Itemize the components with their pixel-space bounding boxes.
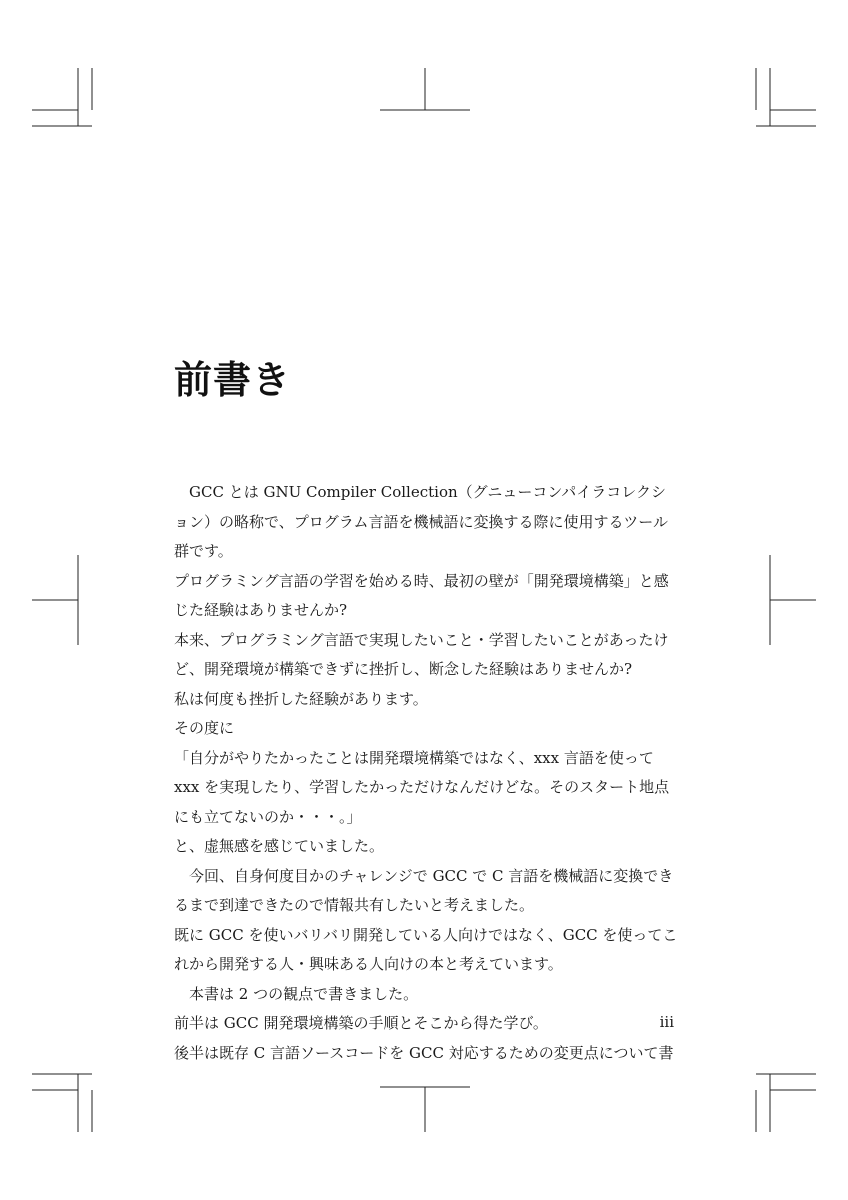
paragraph: 本書は 2 つの観点で書きました。 [189,984,419,1003]
crop-mark-right-middle [770,555,816,645]
paragraph: 本来、プログラミング言語で実現したいこと・学習したいことがあったけど、開発環境が構築できずに挫折し、断念した経験はありませんか? [174,630,669,678]
crop-mark-top-right [756,68,816,126]
crop-mark-top-center [380,68,470,110]
chapter-title: 前書き [174,358,292,402]
paragraph: GCC とは GNU Compiler Collection（グニューコンパイラコレクション）の略称で、プログラム言語を機械語に変換する際に使用するツール群です。 [174,483,668,560]
paragraph: 「自分がやりたかったことは開発環境構築ではなく、xxx 言語を使って xxx を実現したり、学習したかっただけなんだけどな。そのスタート地点にも立てないのか・・・。」 [174,748,670,826]
paragraph: 今回、自身何度目かのチャレンジで GCC で C 言語を機械語に変換できるまで到達できたので情報共有したいと考えました。 [174,866,674,914]
crop-mark-top-left [32,68,92,126]
paragraph: プログラミング言語の学習を始める時、最初の壁が「開発環境構築」と感じた経験はありませんか? [174,571,669,619]
paragraph: 既に GCC を使いバリバリ開発している人向けではなく、GCC を使ってこれから開発する人・興味ある人向けの本と考えています。 [174,925,678,973]
paragraph: 私は何度も挫折した経験があります。 [174,689,428,708]
paragraph: その度に [174,719,235,737]
crop-mark-bottom-right [756,1074,816,1132]
paragraph: と、虚無感を感じていました。 [174,837,385,855]
body-text [174,478,680,1068]
crop-mark-left-middle [32,555,78,645]
paragraph: 前半は GCC 開発環境構築の手順とそこから得た学び。 [174,1014,548,1032]
page-number: iii [659,1013,674,1031]
crop-mark-bottom-center [380,1087,470,1132]
paragraph: 後半は既存 C 言語ソースコードを GCC 対応するための変更点について書 [174,1043,674,1062]
crop-mark-bottom-left [32,1074,92,1132]
